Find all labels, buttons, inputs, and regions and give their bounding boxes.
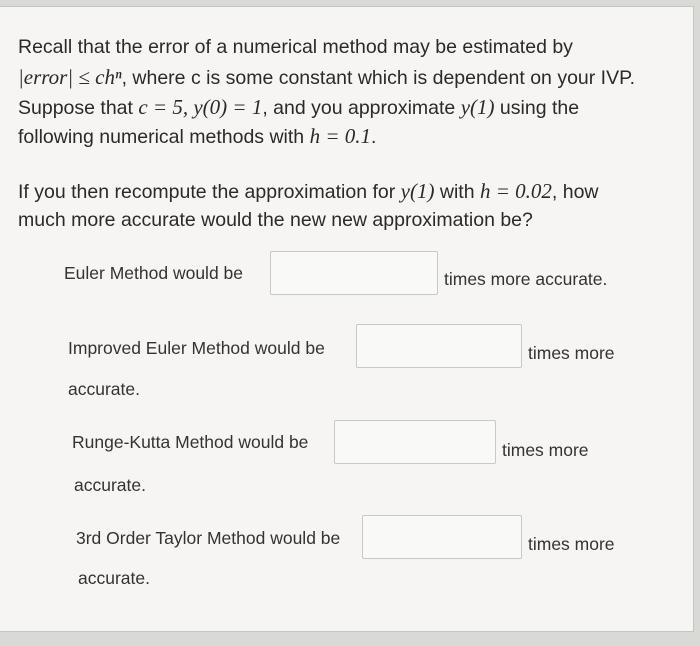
error-expression: |error| <box>18 65 74 89</box>
question-panel <box>0 6 694 632</box>
step-size: h = 0.1 <box>309 124 371 148</box>
euler-answer-input[interactable] <box>270 251 438 295</box>
problem-line-2 <box>18 64 635 92</box>
runge-kutta-answer-input[interactable] <box>334 420 496 464</box>
question-text: If you then recompute the approximation for <box>18 181 401 203</box>
problem-text: using the <box>494 97 580 119</box>
euler-label: Euler Method would be <box>64 263 243 283</box>
improved-euler-label: Improved Euler Method would be <box>68 338 325 358</box>
problem-line-1 <box>18 34 573 61</box>
target-value: y(1) <box>460 95 495 119</box>
question-line-1 <box>18 178 599 206</box>
taylor-label: 3rd Order Taylor Method would be <box>76 528 341 548</box>
taylor-continuation: accurate. <box>78 568 150 588</box>
problem-line-4 <box>18 123 376 151</box>
question-text: , how <box>551 181 599 203</box>
initial-conditions: c = 5, y(0) = 1 <box>138 95 263 119</box>
new-step-size: h = 0.02 <box>479 179 552 203</box>
problem-text: , where c is some constant which is dependent on your IVP. <box>121 67 636 89</box>
question-text: with <box>434 181 480 203</box>
improved-euler-continuation: accurate. <box>68 379 140 399</box>
problem-line-3 <box>18 94 579 122</box>
taylor-suffix: times more <box>528 534 615 554</box>
improved-euler-answer-input[interactable] <box>356 324 522 368</box>
euler-suffix: times more accurate. <box>444 269 608 289</box>
error-bound-formula: ≤ chⁿ <box>73 65 122 89</box>
problem-text: . <box>370 126 377 148</box>
problem-text: Suppose that <box>18 97 139 119</box>
problem-text: Recall that the error of a numerical method may be estimated by <box>18 36 573 58</box>
taylor-answer-input[interactable] <box>362 515 522 559</box>
runge-kutta-suffix: times more <box>502 440 589 460</box>
problem-text: following numerical methods with <box>18 126 310 148</box>
problem-text: , and you approximate <box>262 97 461 119</box>
question-text: much more accurate would the new new approximation be? <box>18 209 533 231</box>
improved-euler-suffix: times more <box>528 343 615 363</box>
runge-kutta-label: Runge-Kutta Method would be <box>72 432 309 452</box>
question-line-2 <box>18 207 533 234</box>
target-value: y(1) <box>400 179 435 203</box>
runge-kutta-continuation: accurate. <box>74 475 146 495</box>
